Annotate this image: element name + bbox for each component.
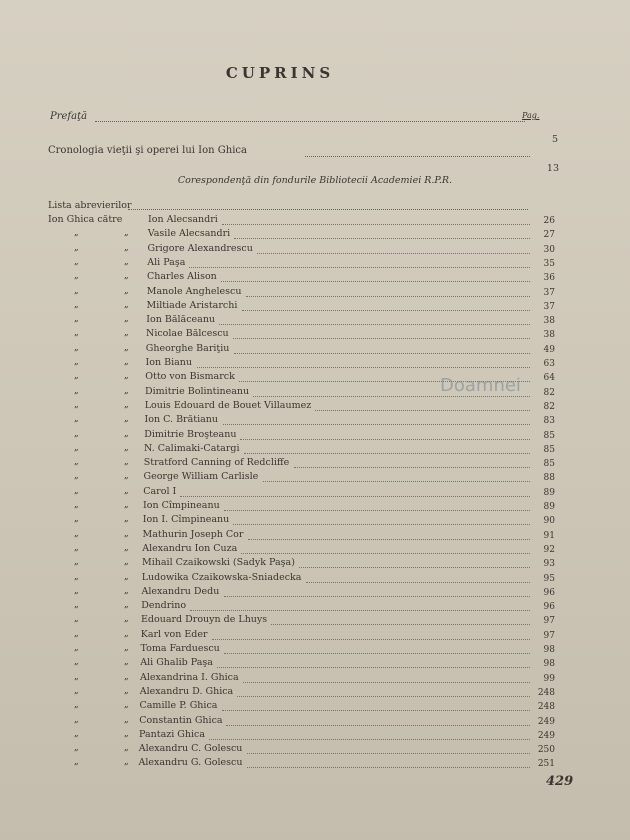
ditto-mark: „ — [74, 557, 79, 568]
toc-entry-page: 38 — [543, 316, 555, 327]
leader-dots — [240, 439, 530, 440]
toc-entry-page: 37 — [543, 287, 555, 298]
leader-dots — [241, 553, 530, 554]
ditto-mark: „ — [74, 643, 79, 653]
ditto-mark: „ — [74, 614, 79, 625]
toc-entry-name: Manole Anghelescu — [146, 285, 242, 297]
toc-entry-name: Grigore Alexandrescu — [147, 242, 253, 254]
ditto-mark: „ — [74, 285, 79, 296]
toc-entry-name: Alexandru C. Golescu — [138, 743, 243, 755]
leader-dots — [221, 281, 530, 282]
toc-entry-name: Ali Paşa — [147, 256, 186, 268]
leader-dots — [243, 682, 530, 683]
toc-entry-name: Alexandru Dedu — [141, 585, 220, 597]
toc-entry-name: Mihail Czaikowski (Sadyk Paşa) — [142, 557, 295, 569]
toc-entry-page: 250 — [537, 745, 555, 756]
ditto-mark: „ — [124, 500, 129, 510]
leader-dots — [315, 410, 530, 411]
ditto-mark: „ — [74, 228, 79, 239]
ditto-mark: „ — [74, 414, 79, 425]
toc-entry-name: Ludowika Czaikowska-Sniadecka — [141, 571, 302, 583]
ditto-mark: „ — [124, 614, 129, 625]
toc-entry-name: Dimitrie Broşteanu — [144, 428, 237, 440]
ditto-mark: „ — [74, 542, 79, 553]
leader-dots — [233, 338, 530, 339]
leader-dots — [212, 639, 530, 640]
toc-entry-page: 91 — [543, 530, 555, 541]
ditto-mark: „ — [74, 714, 79, 725]
ditto-mark: „ — [74, 757, 79, 768]
toc-entry-page: 35 — [543, 258, 555, 269]
ditto-mark: „ — [74, 671, 79, 682]
ditto-mark: „ — [74, 471, 79, 482]
ditto-mark: „ — [124, 728, 129, 739]
leader-dots — [180, 496, 530, 497]
toc-entry-page: 83 — [543, 416, 555, 427]
toc-entry-page: 98 — [543, 645, 555, 655]
toc-entry-page: 249 — [537, 730, 555, 741]
leader-dots — [263, 481, 530, 482]
ditto-mark: „ — [124, 399, 129, 410]
ditto-mark: „ — [74, 256, 79, 267]
ditto-mark: „ — [124, 585, 129, 596]
leader-dots — [224, 510, 530, 511]
leader-dots — [224, 653, 530, 654]
ditto-mark: „ — [74, 571, 79, 582]
leader-dots — [226, 725, 530, 726]
ditto-mark: „ — [124, 442, 129, 453]
ditto-mark: „ — [74, 514, 79, 525]
leader-dots — [305, 156, 530, 157]
leader-dots — [248, 539, 530, 540]
ditto-mark: „ — [124, 285, 129, 296]
section-heading: Corespondenţă din fondurile Bibliotecii Academiei R.P.R. — [177, 175, 453, 186]
leader-dots — [219, 324, 530, 325]
ditto-mark: „ — [74, 457, 79, 468]
leader-dots — [234, 238, 530, 239]
ditto-mark: „ — [124, 657, 129, 668]
leader-dots — [306, 582, 530, 583]
ditto-mark: „ — [74, 399, 79, 410]
leader-dots — [222, 710, 530, 711]
ditto-mark: „ — [124, 271, 129, 282]
ditto-mark: „ — [74, 328, 79, 339]
toc-entry-page: 30 — [543, 244, 555, 255]
toc-entry-name: Ali Ghalib Paşa — [140, 657, 213, 669]
ditto-mark: „ — [74, 342, 79, 353]
ditto-mark: „ — [124, 299, 129, 310]
leader-dots — [95, 121, 525, 122]
ditto-mark: „ — [74, 371, 79, 382]
ditto-mark: „ — [124, 357, 129, 367]
toc-entry-name: Pantazi Ghica — [139, 728, 206, 740]
ditto-mark: „ — [74, 485, 79, 496]
ditto-mark: „ — [74, 442, 79, 453]
leader-dots — [299, 567, 530, 568]
ditto-mark: „ — [124, 471, 129, 482]
ditto-mark: „ — [124, 371, 129, 382]
ditto-mark: „ — [124, 457, 129, 468]
ghica-prefix: Ion Ghica către — [48, 214, 123, 225]
toc-entry-page: 99 — [543, 673, 555, 684]
abbreviations-label: Lista abrevierilor — [48, 200, 132, 211]
ditto-mark: „ — [124, 628, 129, 639]
toc-entry-name: Miltiade Aristarchi — [146, 299, 238, 311]
toc-entry-name: Alexandru G. Golescu — [138, 757, 243, 769]
leader-dots — [242, 310, 530, 311]
toc-entry-page: 64 — [543, 373, 555, 384]
toc-entry-page: 96 — [543, 602, 555, 613]
leader-dots — [222, 224, 530, 225]
toc-entry-name: Louis Edouard de Bouet Villaumez — [144, 399, 312, 411]
toc-entry-page: 85 — [543, 430, 555, 441]
toc-entry-page: 82 — [543, 387, 555, 398]
leader-dots — [128, 209, 528, 210]
leader-dots — [237, 696, 530, 697]
toc-entry-page: 93 — [543, 559, 555, 570]
ditto-mark: „ — [74, 428, 79, 439]
ditto-mark: „ — [124, 571, 129, 582]
ditto-mark: „ — [74, 242, 79, 253]
toc-entry-name: Charles Alison — [147, 271, 217, 283]
toc-entry-name: Ion Alecsandri — [148, 214, 218, 225]
leader-dots — [190, 610, 530, 611]
ditto-mark: „ — [124, 414, 129, 425]
ditto-mark: „ — [124, 700, 129, 711]
ditto-mark: „ — [124, 671, 129, 682]
toc-entry-name: Ion C. Brătianu — [144, 414, 219, 426]
ditto-mark: „ — [124, 685, 129, 696]
leader-dots — [233, 524, 530, 525]
toc-entry-name: Ion Bianu — [145, 357, 193, 368]
ditto-mark: „ — [74, 585, 79, 596]
toc-entry-page: 89 — [543, 487, 555, 498]
toc-entry-name: Constantin Ghica — [139, 714, 223, 726]
toc-entry-page: 95 — [543, 573, 555, 584]
ditto-mark: „ — [74, 271, 79, 282]
ditto-mark: „ — [124, 743, 129, 754]
leader-dots — [294, 467, 530, 468]
toc-entry-name: Alexandrina I. Ghica — [140, 671, 239, 683]
leader-dots — [247, 753, 530, 754]
toc-entry-name: Stratford Canning of Redcliffe — [143, 457, 290, 469]
toc-entry-name: Toma Farduescu — [140, 643, 220, 654]
leader-dots — [189, 267, 530, 268]
ditto-mark: „ — [124, 256, 129, 267]
toc-entry-name: Camille P. Ghica — [139, 700, 218, 712]
ditto-mark: „ — [124, 328, 129, 339]
toc-entry-page: 85 — [543, 459, 555, 470]
toc-entry-name: Vasile Alecsandri — [147, 228, 231, 240]
toc-entry-page: 251 — [537, 759, 555, 770]
ditto-mark: „ — [74, 314, 79, 325]
toc-entry-page: 248 — [537, 702, 555, 713]
prefata-page: 5 — [551, 134, 558, 145]
toc-entry-page: 38 — [543, 330, 555, 341]
toc-entry-page: 92 — [543, 544, 555, 555]
toc-entry-page: 49 — [543, 344, 555, 355]
ditto-mark: „ — [74, 685, 79, 696]
toc-entry-name: Carol I — [143, 485, 177, 497]
toc-entry-name: Ion I. Cîmpineanu — [142, 514, 230, 526]
ditto-mark: „ — [124, 342, 129, 353]
toc-entry-page: 248 — [537, 687, 555, 698]
ditto-mark: „ — [124, 314, 129, 325]
watermark: Doamnei — [440, 375, 521, 396]
toc-entry-page: 97 — [543, 630, 555, 641]
toc-entry-name: Edouard Drouyn de Lhuys — [141, 614, 268, 626]
page-column-label: Pag. — [522, 111, 540, 120]
toc-entry-page: 85 — [543, 444, 555, 455]
ditto-mark: „ — [74, 628, 79, 639]
leader-dots — [244, 453, 530, 454]
toc-entry-name: Alexandru Ion Cuza — [142, 542, 238, 554]
ditto-mark: „ — [74, 500, 79, 510]
ditto-mark: „ — [74, 299, 79, 310]
toc-entry-name: Dimitrie Bolintineanu — [145, 385, 250, 397]
ditto-mark: „ — [124, 228, 129, 239]
leader-dots — [223, 424, 530, 425]
prefata-label: Prefaţă — [50, 111, 88, 122]
toc-entry-page: 82 — [543, 401, 555, 412]
ditto-mark: „ — [124, 514, 129, 525]
ditto-mark: „ — [74, 657, 79, 668]
toc-entry-page: 96 — [543, 587, 555, 598]
page-number: 429 — [546, 774, 574, 789]
toc-entry-page: 98 — [543, 659, 555, 670]
toc-entry-name: Gheorghe Bariţiu — [145, 342, 230, 354]
toc-entry-name: Ion Cîmpineanu — [143, 500, 220, 511]
toc-entry-name: Mathurin Joseph Cor — [142, 528, 244, 540]
toc-entry-page: 63 — [543, 359, 555, 369]
toc-entry-page: 26 — [543, 216, 555, 226]
toc-entry-page: 89 — [543, 502, 555, 512]
toc-entry-page: 97 — [543, 616, 555, 627]
toc-entry-name: N. Calimaki-Catargi — [144, 442, 240, 454]
leader-dots — [246, 296, 530, 297]
leader-dots — [217, 667, 530, 668]
leader-dots — [209, 739, 530, 740]
ditto-mark: „ — [124, 714, 129, 725]
ditto-mark: „ — [124, 385, 129, 396]
ditto-mark: „ — [124, 757, 129, 768]
toc-entry-page: 27 — [543, 230, 555, 241]
toc-entry-name: Alexandru D. Ghica — [139, 685, 234, 697]
toc-entry-name: Dendrino — [141, 600, 187, 612]
ditto-mark: „ — [74, 528, 79, 539]
toc-entry-page: 90 — [543, 516, 555, 527]
toc-entry-page: 37 — [543, 301, 555, 312]
page-title: CUPRINS — [225, 64, 335, 82]
toc-entry-page: 36 — [543, 273, 555, 284]
ditto-mark: „ — [124, 428, 129, 439]
cronologia-page: 13 — [546, 163, 559, 174]
toc-entry-name: Karl von Eder — [140, 628, 208, 640]
toc-entry-name: Nicolae Bălcescu — [146, 328, 229, 340]
ditto-mark: „ — [124, 557, 129, 568]
ditto-mark: „ — [124, 485, 129, 496]
toc-entry-page: 88 — [543, 473, 555, 484]
ditto-mark: „ — [74, 700, 79, 711]
ditto-mark: „ — [124, 528, 129, 539]
toc-entry-name: Otto von Bismarck — [145, 371, 235, 383]
ditto-mark: „ — [74, 385, 79, 396]
toc-entry-name: Ion Bălăceanu — [146, 314, 216, 326]
leader-dots — [257, 253, 530, 254]
leader-dots — [247, 767, 530, 768]
ditto-mark: „ — [74, 600, 79, 611]
leader-dots — [271, 624, 530, 625]
leader-dots — [197, 367, 530, 368]
toc-entry-page: 249 — [537, 716, 555, 727]
leader-dots — [224, 596, 530, 597]
ditto-mark: „ — [124, 242, 129, 253]
toc-entry-name: George William Carlisle — [143, 471, 259, 483]
ditto-mark: „ — [74, 728, 79, 739]
ditto-mark: „ — [124, 542, 129, 553]
ditto-mark: „ — [124, 600, 129, 611]
leader-dots — [234, 353, 530, 354]
ditto-mark: „ — [74, 357, 79, 367]
cronologia-label: Cronologia vieţii şi operei lui Ion Ghica — [48, 145, 247, 156]
ditto-mark: „ — [74, 743, 79, 754]
ditto-mark: „ — [124, 643, 129, 653]
